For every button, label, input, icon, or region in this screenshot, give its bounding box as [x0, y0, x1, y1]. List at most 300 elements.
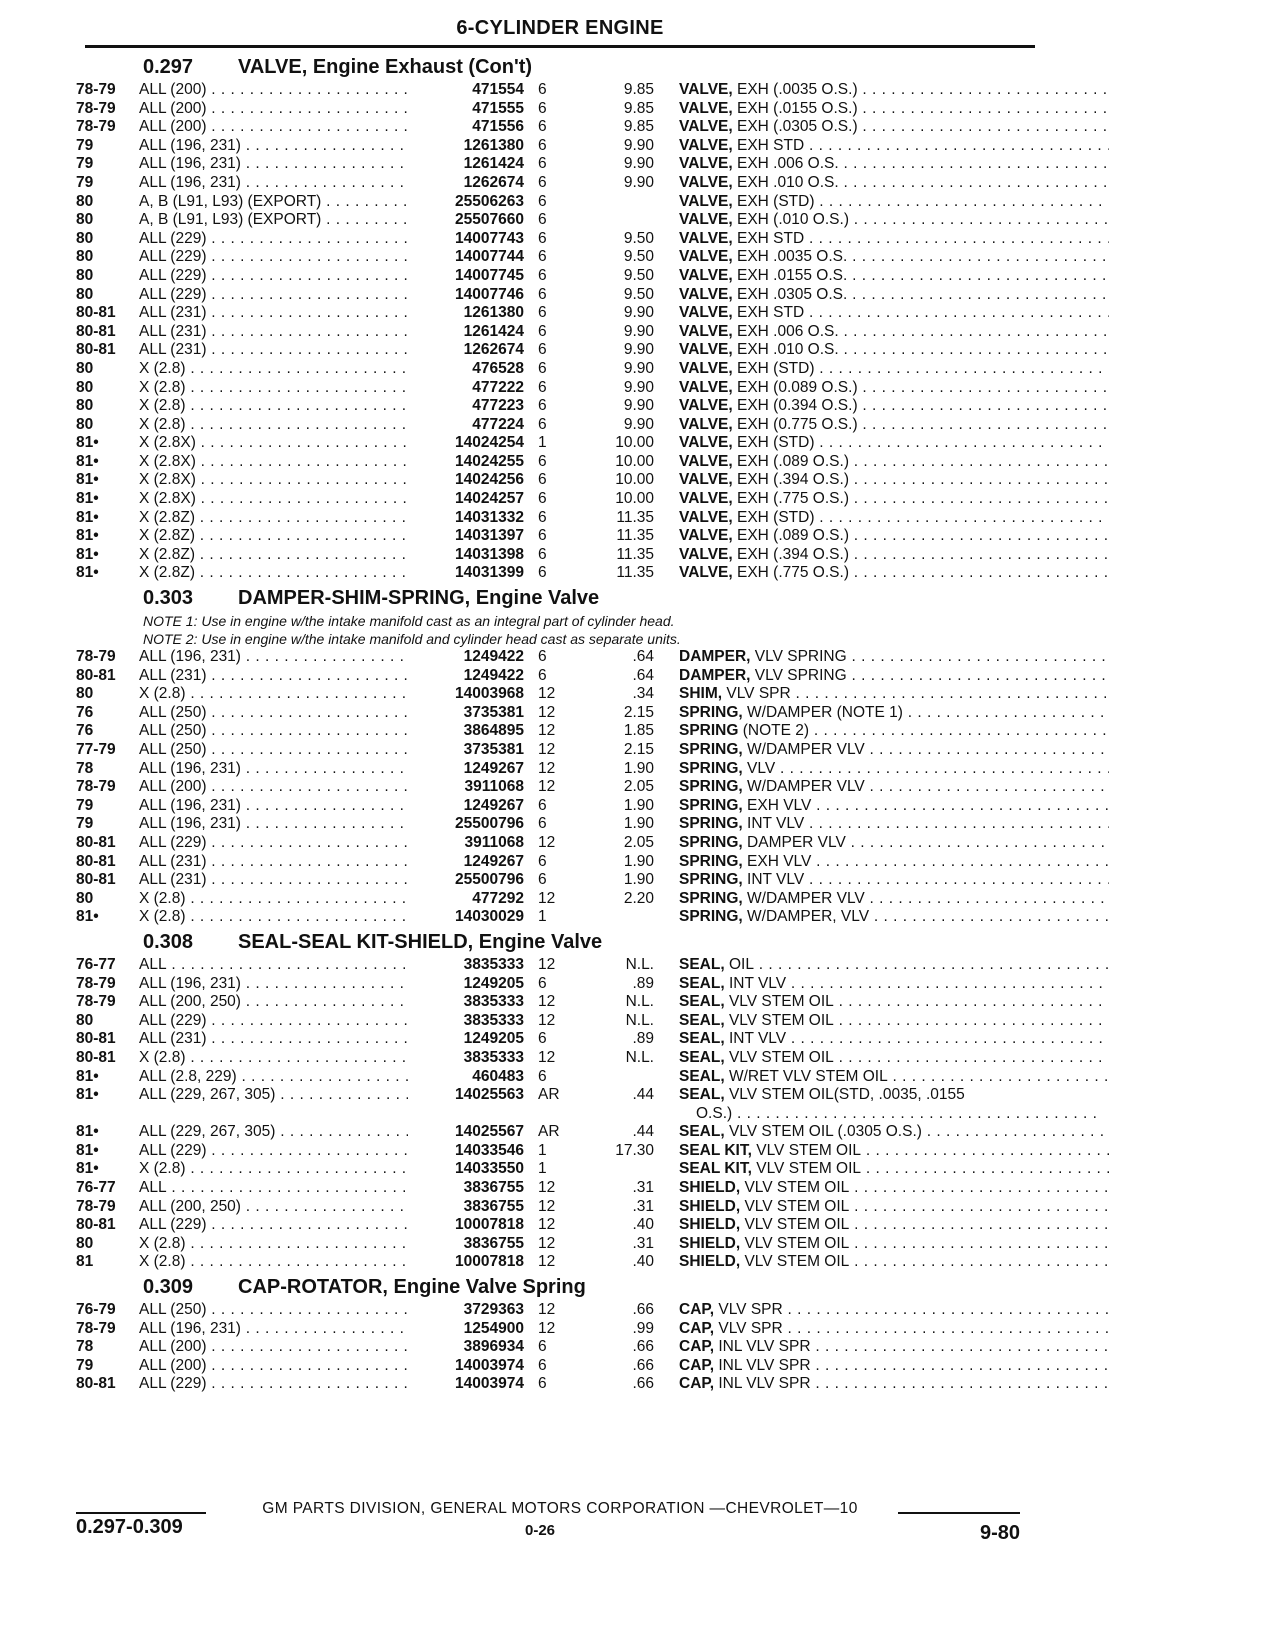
part-number-cell: 3836755 — [408, 1179, 524, 1198]
parts-row — [76, 741, 1046, 760]
application-cell: X (2.8Z) . . . — [139, 564, 492, 583]
application-cell: ALL (229) . . . — [139, 834, 492, 853]
part-number-cell: 14031399 — [408, 564, 524, 583]
application-cell: X (2.8Z) . . . — [139, 509, 492, 528]
description-cell — [679, 81, 1109, 100]
description-cell — [679, 267, 1109, 286]
part-number-cell: 1261380 — [408, 137, 524, 156]
description-cell — [679, 993, 1109, 1012]
parts-row — [76, 908, 1046, 927]
description-detail: W/RET VLV STEM OIL — [728, 1067, 888, 1085]
quantity-cell: 6 — [538, 81, 547, 98]
parts-row — [76, 564, 1046, 583]
part-number-cell: 14025563 — [408, 1086, 524, 1105]
section-title: CAP-ROTATOR, Engine Valve Spring — [238, 1276, 586, 1299]
price-cell: 9.90 — [623, 173, 654, 191]
application-cell: ALL (229) . . . — [139, 1375, 492, 1394]
description-detail: EXH (0.089 O.S.) — [737, 378, 858, 396]
price-cell: .31 — [632, 1234, 654, 1252]
description-detail: EXH (.0035 O.S.) — [737, 81, 858, 98]
section-heading — [76, 1276, 1046, 1301]
price-cell: N.L. — [625, 955, 654, 973]
description-name: SPRING, — [679, 759, 743, 777]
description-detail: INT VLV — [728, 974, 787, 992]
description-name: SEAL, — [679, 1030, 725, 1048]
year-cell: 78-79 — [76, 993, 116, 1011]
description-detail: W/DAMPER (NOTE 1) — [747, 703, 903, 721]
parts-row — [76, 527, 1046, 546]
description-name: CAP, — [679, 1301, 715, 1319]
description-name: SPRING, — [679, 889, 743, 907]
part-number-cell: 14003968 — [408, 685, 524, 704]
parts-row — [76, 1198, 1046, 1217]
description-cell — [679, 341, 1109, 360]
description-detail: VLV SPR — [726, 685, 791, 703]
application-cell: ALL (200, 250) . . . — [139, 1198, 492, 1217]
application-cell: ALL (196, 231) . . . — [139, 797, 492, 816]
part-number-cell: 14024256 — [408, 471, 524, 490]
parts-row — [76, 1086, 1046, 1105]
part-number-cell: 471556 — [408, 118, 524, 137]
description-detail: VLV STEM OIL — [728, 1011, 834, 1029]
price-cell: 9.50 — [623, 285, 654, 303]
quantity-cell: 12 — [538, 1216, 556, 1234]
footer-publisher: GM PARTS DIVISION, GENERAL MOTORS CORPORATION —CHEVROLET—10 — [262, 1500, 858, 1517]
description-cell — [679, 797, 1109, 816]
quantity-cell: 12 — [538, 1253, 556, 1271]
description-cell — [679, 1301, 1109, 1320]
description-name: SHIELD, — [679, 1197, 741, 1215]
parts-row — [76, 1235, 1046, 1254]
catalog-section — [76, 1276, 1046, 1394]
quantity-cell: 6 — [538, 192, 547, 210]
section-heading — [76, 56, 1046, 81]
description-detail: VLV STEM OIL — [744, 1197, 850, 1215]
section-title: SEAL-SEAL KIT-SHIELD, Engine Valve — [238, 930, 603, 953]
description-name: SEAL, — [679, 993, 725, 1011]
description-detail: VLV STEM OIL — [744, 1216, 850, 1234]
quantity-cell: 12 — [538, 741, 556, 758]
quantity-cell: AR — [538, 1086, 560, 1104]
parts-row — [76, 1105, 1046, 1124]
quantity-cell: 6 — [538, 1375, 547, 1393]
part-number-cell: 10007818 — [408, 1216, 524, 1235]
quantity-cell: 12 — [538, 955, 556, 973]
parts-row — [76, 704, 1046, 723]
description-name: SPRING, — [679, 703, 743, 721]
parts-row — [76, 137, 1046, 156]
year-cell: 80 — [76, 266, 94, 284]
description-cell — [679, 527, 1109, 546]
description-name: VALVE, — [679, 527, 733, 545]
description-detail: VLV SPRING — [754, 666, 847, 684]
parts-row — [76, 360, 1046, 379]
quantity-cell: 6 — [538, 211, 547, 229]
parts-row — [76, 834, 1046, 853]
description-cell — [679, 685, 1109, 704]
description-detail: VLV STEM OIL (.0305 O.S.) — [728, 1123, 922, 1141]
year-cell: 80 — [76, 192, 94, 210]
parts-row — [76, 81, 1046, 100]
quantity-cell: AR — [538, 1123, 560, 1141]
part-number-cell: 3835333 — [408, 956, 524, 975]
part-number-cell: 3735381 — [408, 741, 524, 760]
quantity-cell: 6 — [538, 564, 547, 582]
application-cell: ALL (231) . . . — [139, 853, 492, 872]
price-cell: 1.90 — [623, 871, 654, 889]
price-cell: N.L. — [625, 1011, 654, 1029]
year-cell: 80 — [76, 285, 94, 303]
quantity-cell: 12 — [538, 889, 556, 907]
quantity-cell: 6 — [538, 648, 547, 666]
description-detail: EXH (STD) — [737, 359, 815, 377]
price-cell: 11.35 — [616, 564, 654, 582]
description-detail: VLV SPRING — [754, 648, 847, 666]
application-cell: ALL (200) . . . — [139, 1338, 492, 1357]
price-cell: 9.90 — [623, 322, 654, 340]
description-name: SHIELD, — [679, 1253, 741, 1271]
price-cell: .99 — [632, 1319, 654, 1337]
year-cell: 77-79 — [76, 741, 116, 758]
quantity-cell: 12 — [538, 833, 556, 851]
year-cell: 81• — [76, 545, 99, 563]
parts-row — [76, 1216, 1046, 1235]
application-cell: ALL (196, 231) . . . — [139, 760, 492, 779]
description-detail: EXH (.394 O.S.) — [737, 471, 849, 489]
price-cell: .64 — [632, 666, 654, 684]
year-cell: 78-79 — [76, 1197, 116, 1215]
parts-row — [76, 1301, 1046, 1320]
year-cell: 76-79 — [76, 1301, 116, 1319]
parts-row — [76, 1030, 1046, 1049]
quantity-cell: 12 — [538, 703, 556, 721]
section-code: 0.297 — [143, 56, 194, 78]
part-number-cell: 3911068 — [408, 834, 524, 853]
parts-row — [76, 1123, 1046, 1142]
description-detail: EXH (0.775 O.S.) — [737, 415, 858, 433]
application-cell: ALL (229) . . . — [139, 248, 492, 267]
year-cell: 80-81 — [76, 1216, 116, 1234]
parts-row — [76, 416, 1046, 435]
quantity-cell: 6 — [538, 545, 547, 563]
quantity-cell: 6 — [538, 99, 547, 117]
part-number-cell: 3864895 — [408, 722, 524, 741]
description-cell — [679, 1375, 1109, 1394]
year-cell: 80-81 — [76, 666, 116, 684]
catalog-section — [76, 56, 1046, 583]
application-cell: ALL (200) . . . — [139, 778, 492, 797]
part-number-cell: 477222 — [408, 379, 524, 398]
description-name: SPRING, — [679, 741, 743, 758]
description-cell — [679, 211, 1109, 230]
description-name: VALVE, — [679, 415, 733, 433]
description-cell — [679, 193, 1109, 212]
year-cell: 80-81 — [76, 852, 116, 870]
catalog-section — [76, 931, 1046, 1272]
description-name: VALVE, — [679, 285, 733, 303]
price-cell: 9.85 — [623, 81, 654, 98]
description-detail: INT VLV — [747, 871, 805, 889]
price-cell: 9.90 — [623, 341, 654, 359]
description-detail: EXH (.010 O.S.) — [737, 211, 849, 229]
description-cell — [679, 416, 1109, 435]
description-detail: W/DAMPER VLV — [747, 889, 865, 907]
year-cell: 81• — [76, 434, 99, 452]
description-detail: OIL — [728, 955, 754, 973]
description-cell — [679, 509, 1109, 528]
description-cell — [679, 1179, 1109, 1198]
quantity-cell: 12 — [538, 1179, 556, 1197]
description-name: SEAL, — [679, 1067, 725, 1085]
price-cell: 9.85 — [623, 99, 654, 117]
part-number-cell: 471554 — [408, 81, 524, 100]
description-name: SPRING, — [679, 908, 743, 926]
part-number-cell: 1249422 — [408, 667, 524, 686]
description-detail: EXH (.775 O.S.) — [737, 564, 849, 582]
description-cell — [679, 323, 1109, 342]
price-cell: 9.90 — [623, 397, 654, 415]
application-cell: X (2.8X) . . . — [139, 434, 492, 453]
year-cell: 80 — [76, 685, 94, 703]
description-name: SHIM, — [679, 685, 723, 703]
year-cell: 81• — [76, 452, 99, 470]
quantity-cell: 6 — [538, 527, 547, 545]
application-cell: ALL (231) . . . — [139, 323, 492, 342]
parts-row — [76, 267, 1046, 286]
quantity-cell: 6 — [538, 871, 547, 889]
description-cell — [679, 908, 1109, 927]
application-cell: X (2.8Z) . . . — [139, 527, 492, 546]
quantity-cell: 6 — [538, 471, 547, 489]
application-cell: ALL (250) . . . — [139, 741, 492, 760]
application-cell: X (2.8) . . . — [139, 360, 492, 379]
price-cell: 2.15 — [623, 741, 654, 758]
part-number-cell: 476528 — [408, 360, 524, 379]
application-cell: X (2.8) . . . — [139, 685, 492, 704]
quantity-cell: 6 — [538, 508, 547, 526]
price-cell: 10.00 — [615, 490, 654, 508]
part-number-cell: 3836755 — [408, 1198, 524, 1217]
quantity-cell: 12 — [538, 1011, 556, 1029]
price-cell: 1.90 — [623, 852, 654, 870]
application-cell: ALL (196, 231) . . . — [139, 174, 492, 193]
part-number-cell: 25506263 — [408, 193, 524, 212]
parts-row — [76, 1320, 1046, 1339]
description-cell — [679, 453, 1109, 472]
description-name: VALVE, — [679, 304, 733, 322]
year-cell: 80 — [76, 211, 94, 229]
description-name: SHIELD, — [679, 1216, 741, 1234]
part-number-cell: 14024255 — [408, 453, 524, 472]
year-cell: 80 — [76, 415, 94, 433]
price-cell: 9.85 — [623, 118, 654, 136]
description-cell — [679, 1123, 1109, 1142]
application-cell: ALL (200) . . . — [139, 1357, 492, 1376]
section-note: NOTE 2: Use in engine w/the intake manifold and cylinder head cast as separate units. — [143, 631, 681, 648]
description-detail: W/DAMPER VLV — [747, 778, 865, 796]
description-detail: VLV STEM OIL — [744, 1234, 850, 1252]
description-name: VALVE, — [679, 118, 733, 136]
description-name: DAMPER, — [679, 666, 751, 684]
section-title: DAMPER-SHIM-SPRING, Engine Valve — [238, 587, 600, 610]
quantity-cell: 6 — [538, 666, 547, 684]
description-cell — [679, 174, 1109, 193]
part-number-cell: 14030029 — [408, 908, 524, 927]
parts-row — [76, 760, 1046, 779]
application-cell: ALL (200) . . . — [139, 118, 492, 137]
year-cell: 80 — [76, 378, 94, 396]
parts-row — [76, 778, 1046, 797]
part-number-cell: 3729363 — [408, 1301, 524, 1320]
description-detail: W/DAMPER, VLV — [747, 908, 870, 926]
description-name: SEAL KIT, — [679, 1160, 752, 1178]
quantity-cell: 6 — [538, 304, 547, 322]
footer-date: 9-80 — [979, 1522, 1020, 1544]
price-cell: .89 — [632, 974, 654, 992]
quantity-cell: 6 — [538, 341, 547, 359]
parts-row — [76, 248, 1046, 267]
quantity-cell: 6 — [538, 155, 547, 173]
price-cell: 9.50 — [623, 229, 654, 247]
year-cell: 78 — [76, 1338, 94, 1356]
part-number-cell: 25500796 — [408, 871, 524, 890]
description-cell — [679, 118, 1109, 137]
application-cell: ALL (200, 250) . . . — [139, 993, 492, 1012]
part-number-cell: 1249267 — [408, 797, 524, 816]
description-cell — [679, 1012, 1109, 1031]
description-detail: DAMPER VLV — [747, 833, 846, 851]
year-cell: 79 — [76, 1356, 94, 1374]
quantity-cell: 6 — [538, 1356, 547, 1374]
price-cell: .66 — [632, 1356, 654, 1374]
parts-row — [76, 722, 1046, 741]
description-detail: INL VLV SPR — [718, 1375, 811, 1393]
parts-row — [76, 490, 1046, 509]
description-detail: (NOTE 2) — [742, 722, 810, 740]
description-cell — [696, 1105, 1126, 1124]
description-detail: VLV STEM OIL — [744, 1253, 850, 1271]
description-detail: EXH .006 O.S. — [737, 155, 839, 173]
quantity-cell: 6 — [538, 1030, 547, 1048]
description-cell — [679, 379, 1109, 398]
price-cell: N.L. — [625, 993, 654, 1011]
application-cell: ALL (196, 231) . . . — [139, 815, 492, 834]
description-cell — [679, 760, 1109, 779]
year-cell: 80 — [76, 1011, 94, 1029]
section-note: NOTE 1: Use in engine w/the intake manifold cast as an integral part of cylinder head. — [143, 613, 675, 630]
year-cell: 80 — [76, 889, 94, 907]
quantity-cell: 6 — [538, 1338, 547, 1356]
description-cell — [679, 853, 1109, 872]
price-cell: .34 — [632, 685, 654, 703]
parts-row — [76, 1068, 1046, 1087]
description-name: VALVE, — [679, 508, 733, 526]
application-cell: X (2.8) . . . — [139, 379, 492, 398]
description-name: VALVE, — [679, 211, 733, 229]
description-name: SEAL, — [679, 974, 725, 992]
description-cell — [679, 286, 1109, 305]
application-cell: X (2.8) . . . — [139, 1160, 492, 1179]
application-cell: X (2.8) . . . — [139, 416, 492, 435]
application-cell: ALL (229) . . . — [139, 286, 492, 305]
part-number-cell: 14007745 — [408, 267, 524, 286]
parts-row — [76, 975, 1046, 994]
quantity-cell: 6 — [538, 266, 547, 284]
description-detail: EXH (.089 O.S.) — [737, 527, 849, 545]
quantity-cell: 6 — [538, 248, 547, 266]
description-cell — [679, 304, 1109, 323]
price-cell: .89 — [632, 1030, 654, 1048]
description-name: SEAL, — [679, 1048, 725, 1066]
year-cell: 80 — [76, 397, 94, 415]
part-number-cell: 14007746 — [408, 286, 524, 305]
year-cell: 76 — [76, 722, 94, 740]
description-detail: INL VLV SPR — [718, 1338, 811, 1356]
parts-row — [76, 155, 1046, 174]
parts-row — [76, 648, 1046, 667]
description-name: SPRING, — [679, 796, 743, 814]
parts-row — [76, 323, 1046, 342]
application-cell: ALL (231) . . . — [139, 341, 492, 360]
description-cell — [679, 1068, 1109, 1087]
part-number-cell: 14031397 — [408, 527, 524, 546]
description-detail: EXH (.0305 O.S.) — [737, 118, 858, 136]
parts-row — [76, 434, 1046, 453]
year-cell: 80 — [76, 359, 94, 377]
year-cell: 81• — [76, 508, 99, 526]
description-name: CAP, — [679, 1375, 715, 1393]
quantity-cell: 1 — [538, 434, 547, 452]
price-cell: 11.35 — [616, 527, 654, 545]
description-name: SEAL, — [679, 955, 725, 973]
price-cell: .64 — [632, 648, 654, 666]
part-number-cell: 460483 — [408, 1068, 524, 1087]
description-name: VALVE, — [679, 452, 733, 470]
description-cell — [679, 490, 1109, 509]
year-cell: 81• — [76, 1086, 99, 1104]
parts-row — [76, 397, 1046, 416]
price-cell: .66 — [632, 1301, 654, 1319]
section-title: VALVE, Engine Exhaust (Con't) — [238, 56, 533, 78]
description-detail: EXH .0155 O.S. — [737, 266, 848, 284]
part-number-cell: 1249267 — [408, 760, 524, 779]
part-number-cell: 3835333 — [408, 993, 524, 1012]
price-cell: 2.20 — [623, 889, 654, 907]
year-cell: 78-79 — [76, 974, 116, 992]
footer-page-number: 0-26 — [524, 1522, 556, 1539]
description-name: VALVE, — [679, 248, 733, 266]
quantity-cell: 6 — [538, 852, 547, 870]
year-cell: 81• — [76, 564, 99, 582]
application-cell: X (2.8X) . . . — [139, 490, 492, 509]
section-heading — [76, 587, 1046, 612]
quantity-cell: 6 — [538, 229, 547, 247]
quantity-cell: 6 — [538, 322, 547, 340]
year-cell: 80-81 — [76, 1048, 116, 1066]
application-cell: ALL (229, 267, 305) . . . — [139, 1123, 492, 1142]
year-cell: 78-79 — [76, 99, 116, 117]
quantity-cell: 6 — [538, 118, 547, 136]
part-number-cell: 477223 — [408, 397, 524, 416]
description-cell — [679, 704, 1109, 723]
description-cell — [679, 1216, 1109, 1235]
description-cell — [679, 100, 1109, 119]
description-name: DAMPER, — [679, 648, 751, 666]
quantity-cell: 6 — [538, 173, 547, 191]
description-detail: EXH VLV — [747, 796, 812, 814]
price-cell: 2.05 — [623, 833, 654, 851]
footer-section-range: 0.297-0.309 — [76, 1516, 183, 1538]
